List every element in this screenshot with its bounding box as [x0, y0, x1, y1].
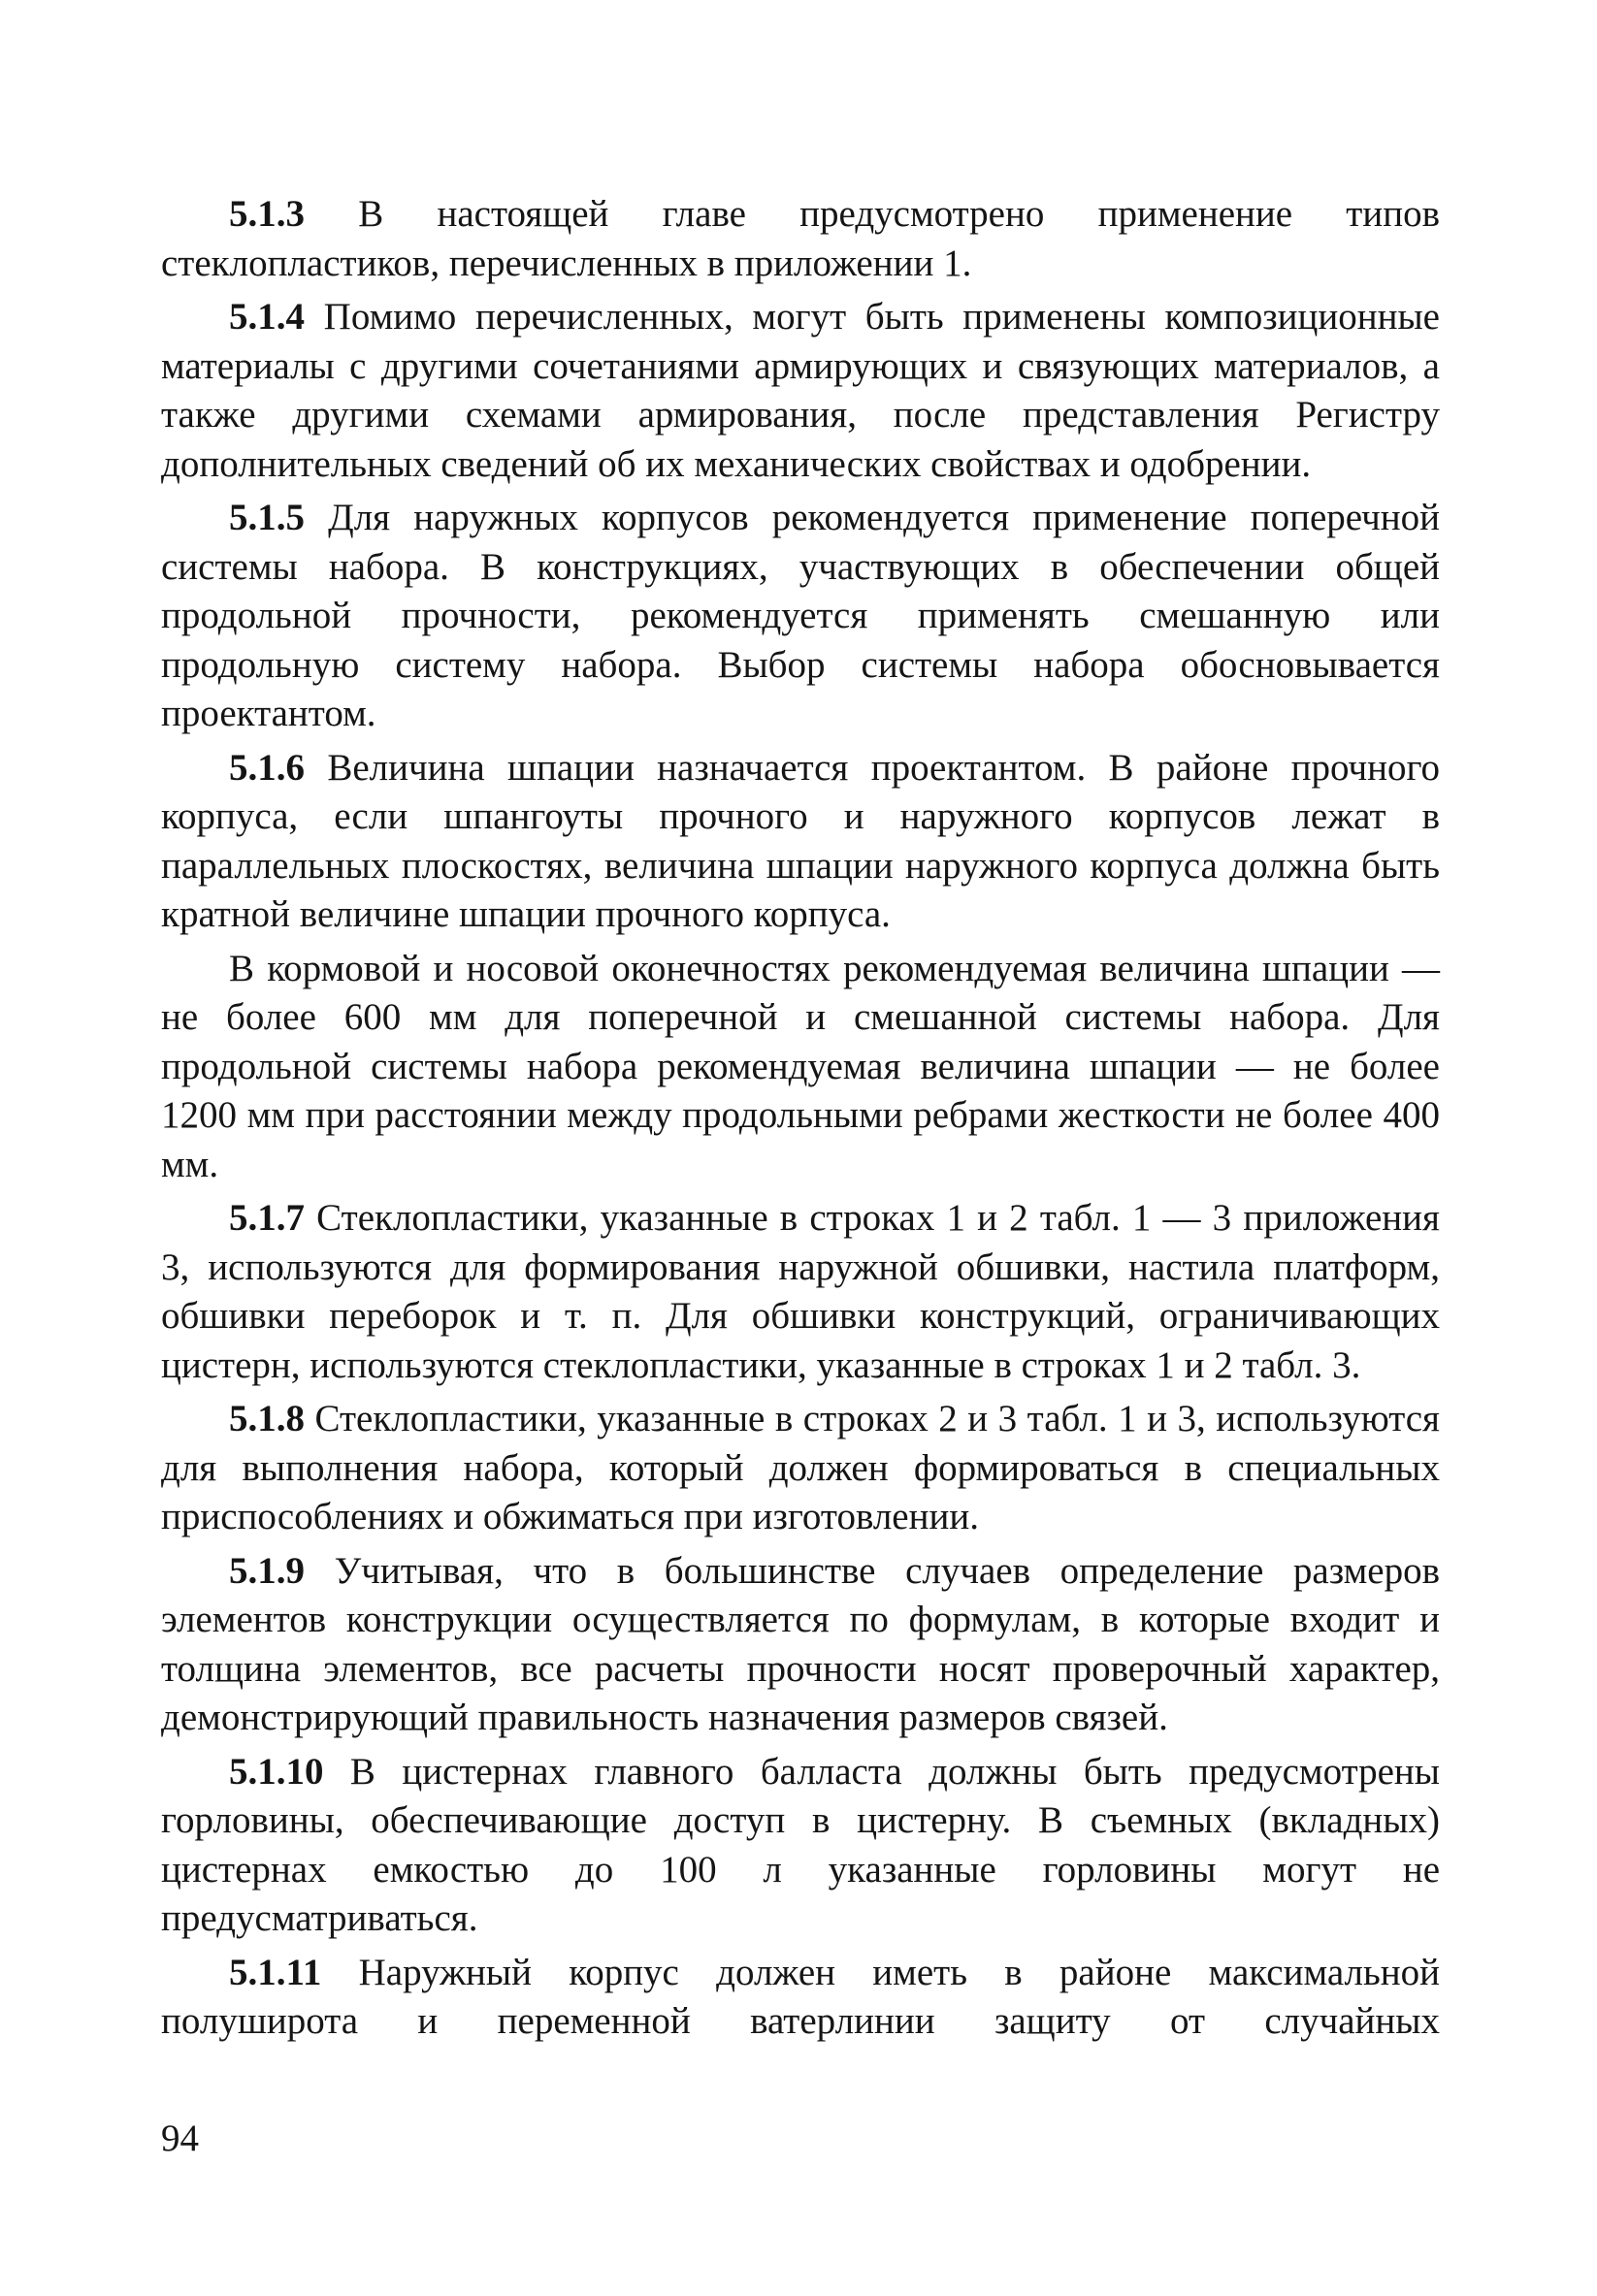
paragraph-5-1-5	[161, 494, 1440, 739]
paragraph-number: 5.1.5	[229, 497, 305, 538]
paragraph-5-1-11	[161, 1949, 1440, 2047]
paragraph-text: Для наружных корпусов рекомендуется применение поперечной системы набора. В конструкциях, участвующих в обеспечении общей продольной прочности, рекомендуется применять смешанную или продольную систему набора. Выбор системы набора обосновывается проектантом.	[161, 497, 1440, 734]
paragraph-5-1-9	[161, 1547, 1440, 1743]
paragraph-5-1-6	[161, 744, 1440, 940]
paragraph-number: 5.1.7	[229, 1197, 305, 1239]
paragraph-5-1-7	[161, 1194, 1440, 1390]
paragraph-number: 5.1.10	[229, 1750, 324, 1793]
paragraph-text: Учитывая, что в большинстве случаев определение размеров элементов конструкции осуществляется по формулам, в которые входит и толщина элементов, все расчеты прочности носят проверочный характер, демонстрирующий правильность назначения размеров связей.	[161, 1549, 1440, 1738]
page-number: 94	[161, 2118, 199, 2159]
paragraph-5-1-10	[161, 1748, 1440, 1944]
paragraph-text: В настоящей главе предусмотрено применение типов стеклопластиков, перечисленных в приложении 1.	[161, 193, 1440, 284]
paragraph-5-1-6-continued	[161, 945, 1440, 1190]
paragraph-number: 5.1.8	[229, 1398, 305, 1439]
paragraph-text: Помимо перечисленных, могут быть применены композиционные материалы с другими сочетаниями армирующих и связующих материалов, а также другими схемами армирования, после представления Регистру дополнительных сведений об их механических свойствах и одобрении.	[161, 296, 1440, 485]
paragraph-5-1-4	[161, 293, 1440, 489]
paragraph-number: 5.1.11	[229, 1951, 322, 1993]
paragraph-text: В цистернах главного балласта должны быть предусмотрены горловины, обеспечивающие доступ в цистерну. В съемных (вкладных) цистернах емкостью до 100 л указанные горловины могут не предусматриваться.	[161, 1750, 1440, 1939]
paragraph-5-1-3	[161, 190, 1440, 288]
paragraph-text: Наружный корпус должен иметь в районе максимальной полуширота и переменной ватерлинии защиту от случайных	[161, 1951, 1440, 2042]
paragraph-number: 5.1.4	[229, 296, 305, 338]
document-body	[161, 190, 1440, 2047]
paragraph-number: 5.1.3	[229, 193, 305, 235]
paragraph-5-1-8	[161, 1395, 1440, 1542]
paragraph-text: Величина шпации назначается проектантом. В районе прочного корпуса, если шпангоуты прочного и наружного корпусов лежат в параллельных плоскостях, величина шпации наружного корпуса должна быть кратной величине шпации прочного корпуса.	[161, 746, 1440, 935]
paragraph-number: 5.1.6	[229, 746, 305, 789]
paragraph-text: Стеклопластики, указанные в строках 1 и 2 табл. 1 — 3 приложения 3, используются для формирования наружной обшивки, настила платформ, обшивки переборок и т. п. Для обшивки конструкций, ограничивающих цистерн, используются стеклопластики, указанные в строках 1 и 2 табл. 3.	[161, 1197, 1440, 1386]
paragraph-text: В кормовой и носовой оконечностях рекомендуемая величина шпации — не более 600 мм для поперечной и смешанной системы набора. Для продольной системы набора рекомендуемая величина шпации — не более 1200 мм при расстоянии между продольными ребрами жесткости не более 400 мм.	[161, 947, 1440, 1185]
paragraph-text: Стеклопластики, указанные в строках 2 и 3 табл. 1 и 3, используются для выполнения набора, который должен формироваться в специальных приспособлениях и обжиматься при изготовлении.	[161, 1398, 1440, 1537]
paragraph-number: 5.1.9	[229, 1549, 305, 1592]
